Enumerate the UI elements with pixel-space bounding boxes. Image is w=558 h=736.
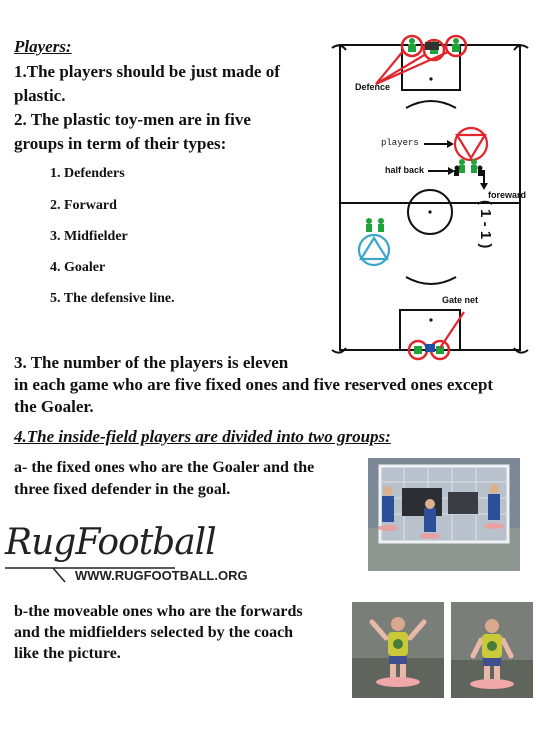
rule-2-line-1: 2. The plastic toy-men are in five	[14, 110, 251, 129]
half-back-players	[428, 159, 488, 190]
rule-2-line-2: groups in term of their types:	[14, 134, 227, 153]
gate-net-label: Gate net	[442, 295, 479, 305]
moveable-ones-line-3: like the picture.	[14, 645, 121, 662]
type-item-1: 1. Defenders	[50, 166, 125, 181]
goal-photo	[368, 458, 520, 571]
field-diagram	[328, 28, 538, 368]
rule-3-line-3: the Goaler.	[14, 397, 94, 416]
rule-1-line-1: 1.The players should be just made of	[14, 62, 280, 81]
player-photo-2	[451, 602, 533, 698]
half-back-label: half back	[385, 165, 425, 175]
rule-1-line-2: plastic.	[14, 86, 66, 105]
type-item-5: 5. The defensive line.	[50, 291, 175, 306]
player-photo-1	[352, 602, 444, 698]
moveable-ones-line-1: b-the moveable ones who are the forwards	[14, 603, 303, 620]
moveable-ones-line-2: and the midfielders selected by the coach	[14, 624, 294, 641]
rugfootball-logo	[5, 518, 248, 588]
defence-circles	[376, 36, 466, 84]
midfield-symbol	[359, 218, 389, 265]
fixed-ones-line-2: three fixed defender in the goal.	[14, 481, 231, 498]
logo-url-text: WWW.RUGFOOTBALL.ORG	[75, 568, 248, 583]
type-item-4: 4. Goaler	[50, 260, 106, 275]
fixed-ones-line-1: a- the fixed ones who are the Goaler and the	[14, 459, 315, 476]
gate-net-symbol	[409, 312, 464, 359]
groups-heading: 4.The inside-field players are divided into two groups:	[14, 427, 391, 446]
type-item-3: 3. Midfielder	[50, 229, 128, 244]
players-symbol	[424, 128, 487, 160]
defence-label: Defence	[355, 82, 391, 92]
foreward-label: foreward	[488, 190, 527, 200]
score-label: ( 1 - 1 )	[477, 200, 494, 249]
logo-script-text: RugFootball	[5, 522, 216, 563]
players-label: players	[381, 138, 419, 148]
players-heading: Players:	[14, 37, 72, 56]
rule-3-line-2: in each game who are five fixed ones and five reserved ones except	[14, 375, 494, 394]
type-item-2: 2. Forward	[50, 198, 117, 213]
rule-3-line-1: 3. The number of the players is eleven	[14, 353, 289, 372]
